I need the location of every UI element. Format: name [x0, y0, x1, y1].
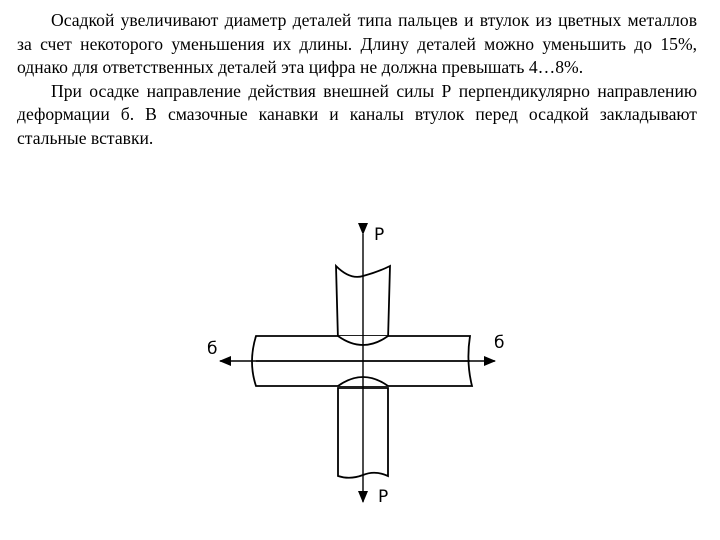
paragraph-1: Осадкой увеличивают диаметр деталей типа пальцев и втулок из цветных металлов за счет некоторого уменьшения их длины. Длину деталей можно уменьшить до 15%, однако для ответственных деталей эта цифра не должна превышать 4…8%.	[17, 10, 697, 77]
label-force-top: P	[374, 225, 385, 245]
label-deformation-left: б	[207, 339, 218, 359]
diagram-svg	[190, 210, 530, 520]
label-deformation-right: б	[494, 333, 505, 353]
body-text	[17, 9, 697, 150]
upsetting-diagram	[190, 210, 530, 520]
label-force-bottom: P	[378, 487, 389, 507]
paragraph-2: При осадке направление действия внешней силы Р перпендикулярно направлению деформации б. В смазочные канавки и каналы втулок перед осадкой закладывают стальные вставки.	[17, 80, 697, 148]
